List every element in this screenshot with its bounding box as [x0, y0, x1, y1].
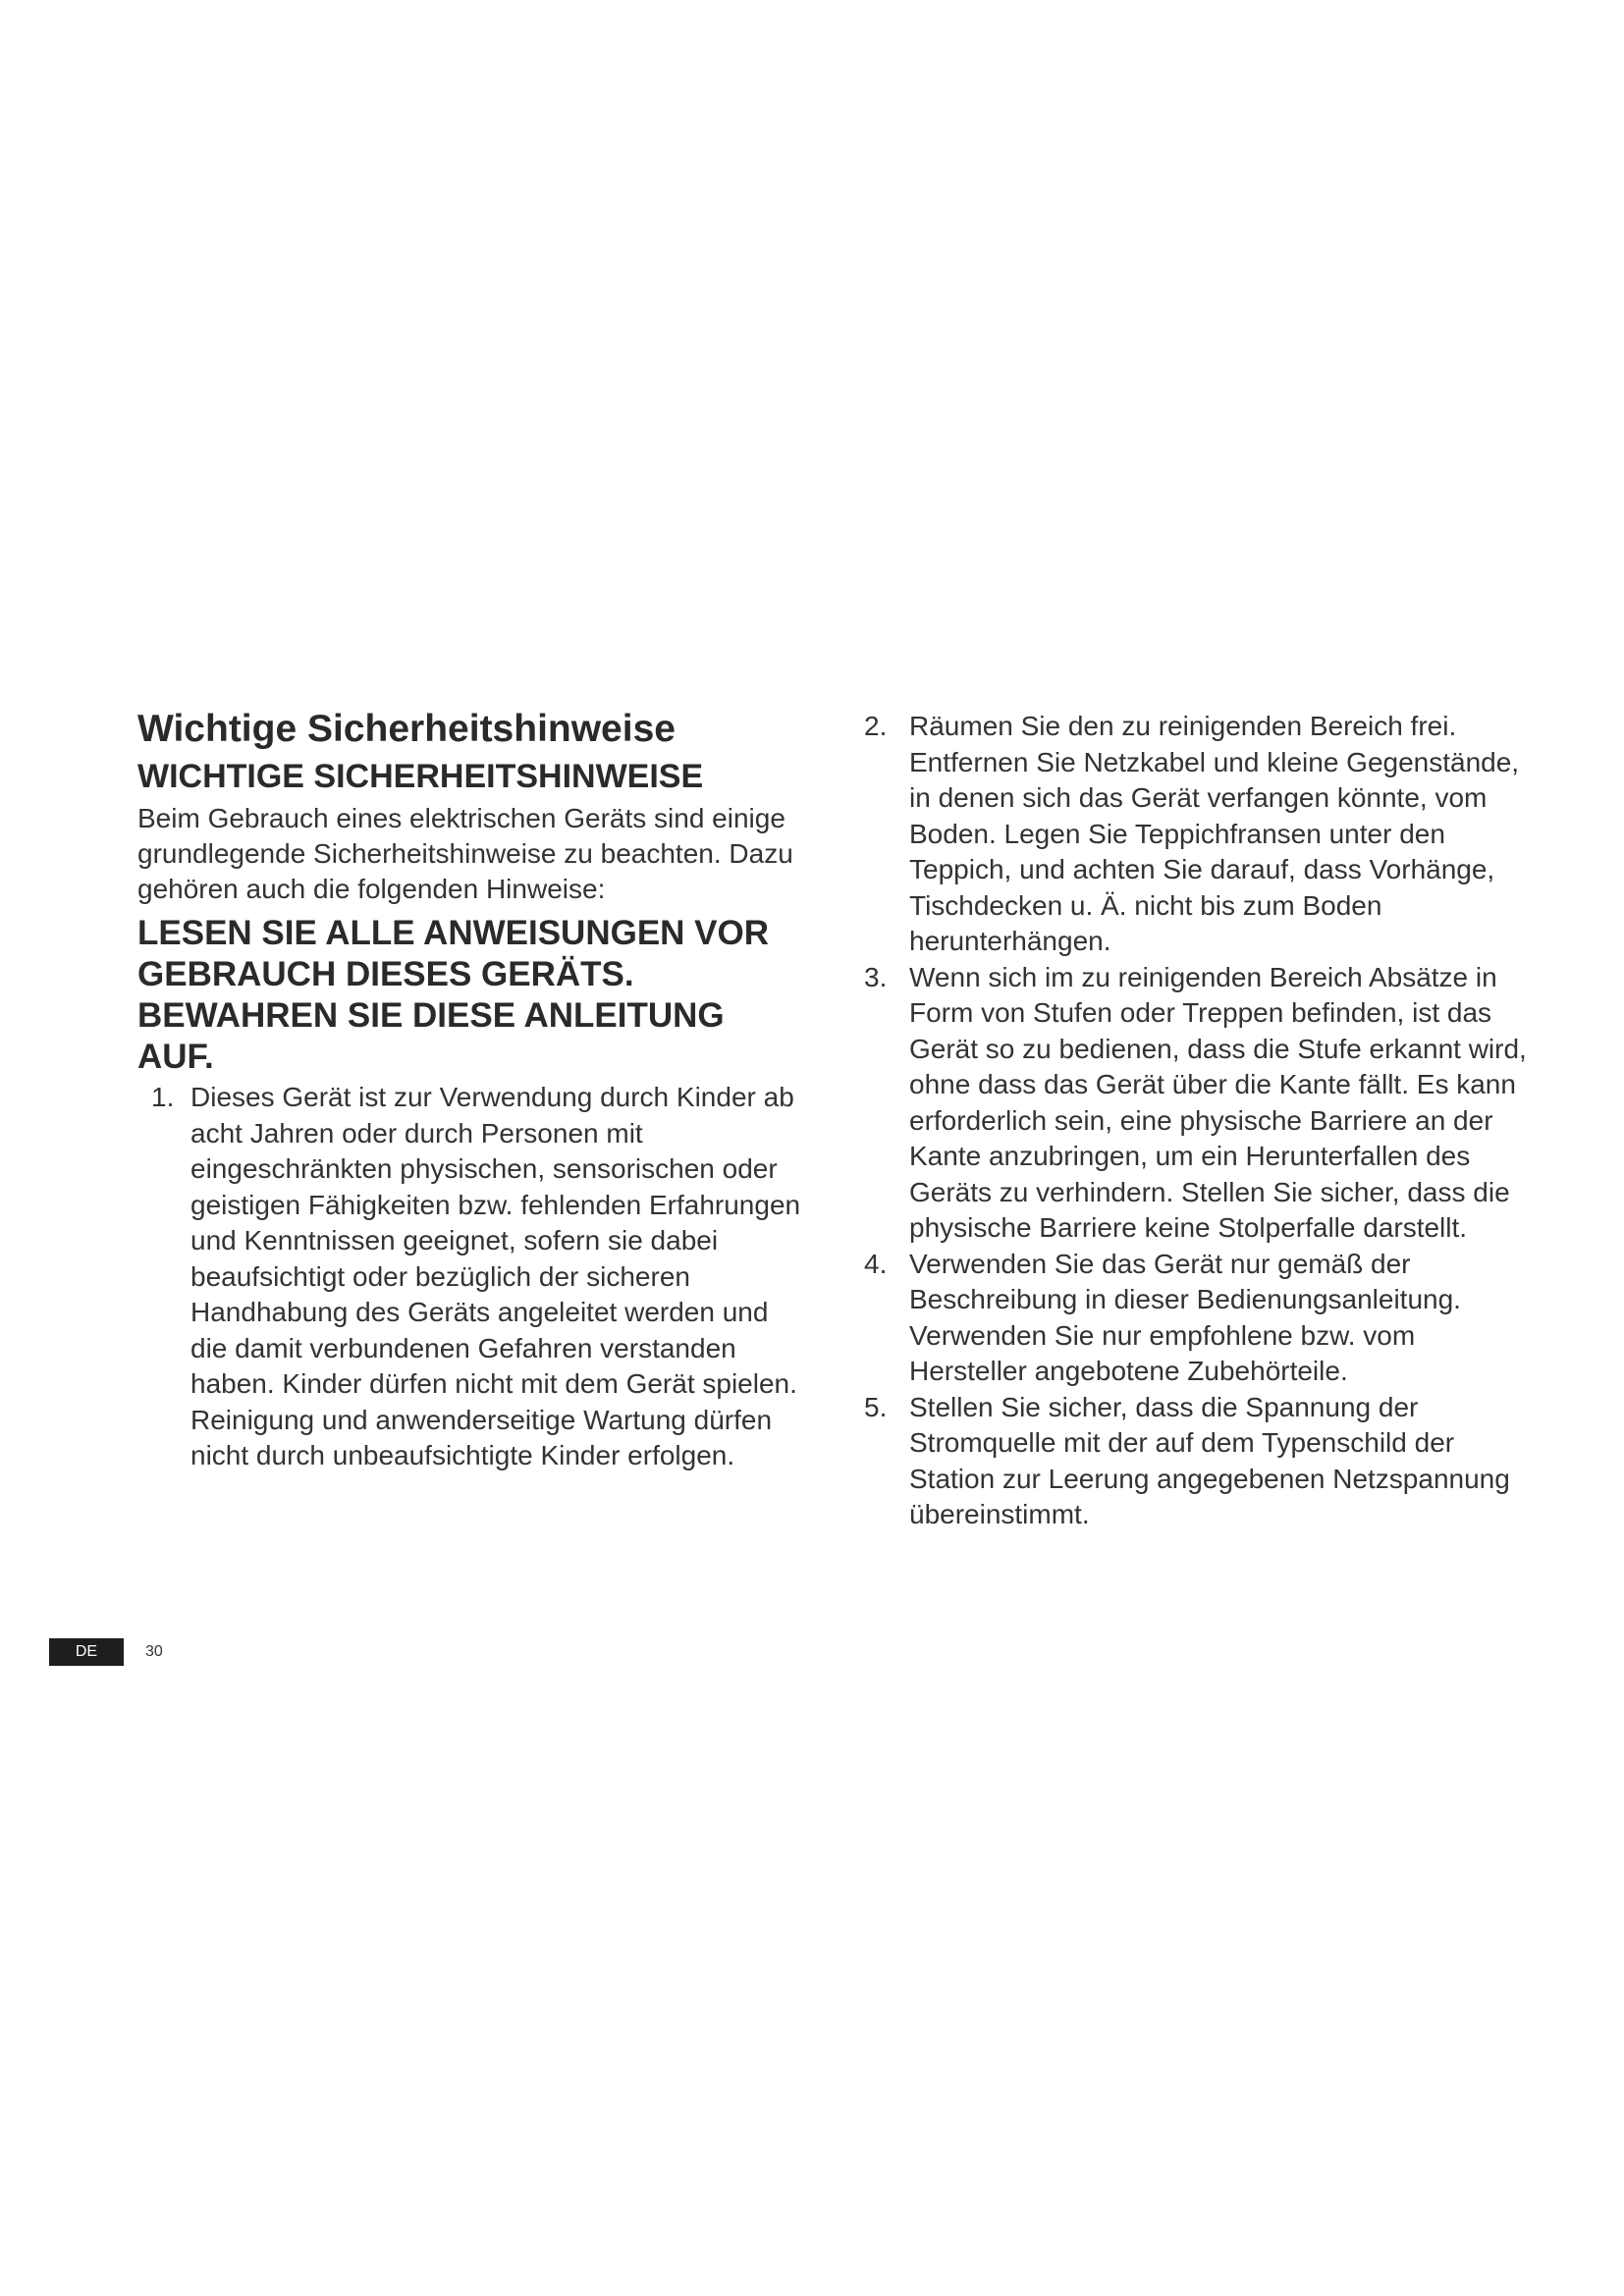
safety-list-left — [137, 1080, 805, 1474]
list-item-text: Räumen Sie den zu reinigenden Bereich frei. Entfernen Sie Netzkabel und kleine Gegenstände, in denen sich das Gerät verfangen könnte, vom Boden. Legen Sie Teppichfransen unter den Teppich, und achten Sie darauf, dass Vorhänge, Tischdecken u. Ä. nicht bis zum Boden herunterhängen. — [909, 711, 1520, 956]
section-title: Wichtige Sicherheitshinweise — [137, 708, 676, 750]
list-item-number: 2. — [864, 711, 888, 741]
safety-list-right — [864, 709, 1532, 1533]
list-item — [864, 960, 1532, 1247]
list-item — [864, 1247, 1532, 1390]
list-item-text: Verwenden Sie das Gerät nur gemäß der Beschreibung in dieser Bedienungsanleitung. Verwenden Sie nur empfohlene bzw. vom Hersteller angebotene Zubehörteile. — [909, 1248, 1461, 1386]
list-item-number: 5. — [864, 1391, 888, 1422]
right-column — [864, 709, 1532, 1533]
language-badge: DE — [49, 1638, 124, 1666]
section-subtitle: WICHTIGE SICHERHEITSHINWEISE — [137, 758, 704, 795]
left-column — [137, 707, 805, 1474]
page-number: 30 — [145, 1643, 163, 1660]
list-item — [864, 709, 1532, 960]
list-item-number: 1. — [151, 1082, 175, 1112]
list-item-text: Dieses Gerät ist zur Verwendung durch Kinder ab acht Jahren oder durch Personen mit eingeschränkten physischen, sensorischen oder geistigen Fähigkeiten bzw. fehlenden Erfahrungen und Kenntnissen geeignet, sofern sie dabei beaufsichtigt oder bezüglich der sicheren Handhabung des Geräts angeleitet werden und die damit verbundenen Gefahren verstanden haben. Kinder dürfen nicht mit dem Gerät spielen. Reinigung und anwenderseitige Wartung dürfen nicht durch unbeaufsichtigte Kinder erfolgen. — [190, 1082, 801, 1470]
list-item — [137, 1080, 805, 1474]
warning-heading: LESEN SIE ALLE ANWEISUNGEN VOR GEBRAUCH DIESES GERÄTS. BEWAHREN SIE DIESE ANLEITUNG AUF. — [137, 914, 770, 1076]
list-item-text: Wenn sich im zu reinigenden Bereich Absätze in Form von Stufen oder Treppen befinden, ist das Gerät so zu bedienen, dass die Stufe erkannt wird, ohne dass das Gerät über die Kante fällt. Es kann erforderlich sein, eine physische Barriere an der Kante anzubringen, um ein Herunterfallen des Geräts zu verhindern. Stellen Sie sicher, dass die physische Barriere keine Stolperfalle darstellt. — [909, 961, 1527, 1243]
intro-paragraph: Beim Gebrauch eines elektrischen Geräts sind einige grundlegende Sicherheitshinweise zu beachten. Dazu gehören auch die folgenden Hinweise: — [137, 803, 793, 904]
list-item-number: 4. — [864, 1248, 888, 1279]
list-item-text: Stellen Sie sicher, dass die Spannung der Stromquelle mit der auf dem Typenschild der Station zur Leerung angegebenen Netzspannung übereinstimmt. — [909, 1391, 1510, 1529]
list-item — [864, 1390, 1532, 1533]
list-item-number: 3. — [864, 961, 888, 992]
